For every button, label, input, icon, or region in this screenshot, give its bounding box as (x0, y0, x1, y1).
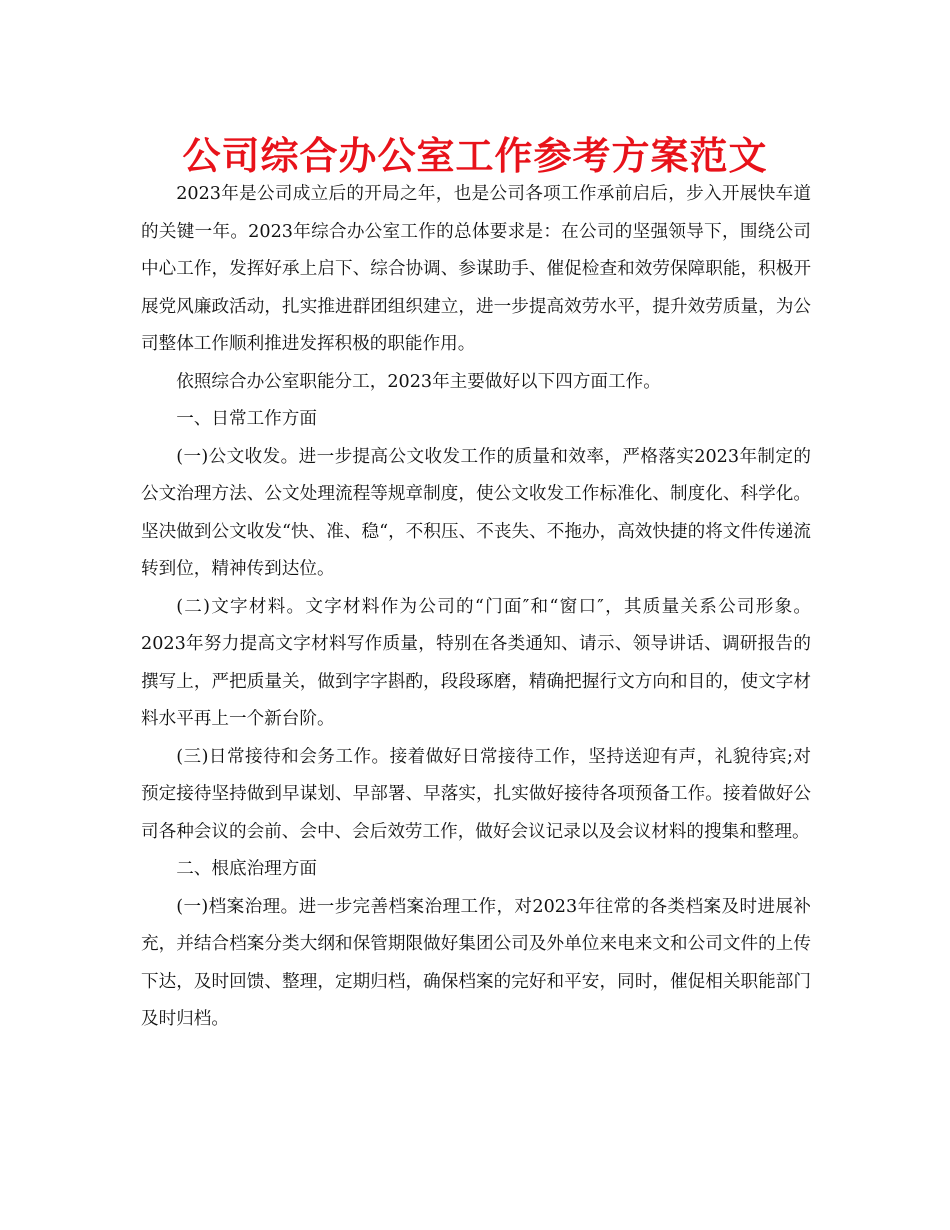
document-title: 公司综合办公室工作参考方案范文 (182, 134, 768, 178)
paragraph-document-handling: (一)公文收发。进一步提高公文收发工作的质量和效率，严格落实2023年制定的公文治理方法、公文处理流程等规章制度，使公文收发工作标准化、制度化、科学化。坚决做到公文收发“快、准、稳“，不积压、不丧失、不拖办，高效快捷的将文件传递流转到位，精神传到达位。 (141, 446, 811, 579)
paragraph-overview: 依照综合办公室职能分工，2023年主要做好以下四方面工作。 (176, 371, 661, 392)
document-body (141, 176, 811, 1039)
paragraph-intro: 2023年是公司成立后的开局之年，也是公司各项工作承前启后，步入开展快车道的关键一年。2023年综合办公室工作的总体要求是：在公司的坚强领导下，围绕公司中心工作，发挥好承上启下、综合协调、参谋助手、催促检查和效劳保障职能，积极开展党风廉政活动，扎实推进群团组织建立，进一步提高效劳水平，提升效劳质量，为公司整体工作顺利推进发挥积极的职能作用。 (141, 184, 811, 354)
section-heading-basic-management: 二、根底治理方面 (176, 859, 317, 879)
paragraph-archive-management: (一)档案治理。进一步完善档案治理工作，对2023年往常的各类档案及时进展补充，并结合档案分类大纲和保管期限做好集团公司及外单位来电来文和公司文件的上传下达，及时回馈、整理，定期归档，确保档案的完好和平安，同时，催促相关职能部门及时归档。 (141, 896, 811, 1029)
section-heading-daily-work: 一、日常工作方面 (176, 409, 317, 429)
paragraph-written-materials: (二)文字材料。文字材料作为公司的“门面″和“窗口″，其质量关系公司形象。2023年努力提高文字材料写作质量，特别在各类通知、请示、领导讲话、调研报告的撰写上，严把质量关，做到字字斟酌，段段琢磨，精确把握行文方向和目的，使文字材料水平再上一个新台阶。 (141, 596, 811, 729)
paragraph-reception-meetings: (三)日常接待和会务工作。接着做好日常接待工作，坚持送迎有声，礼貌待宾;对预定接待坚持做到早谋划、早部署、早落实，扎实做好接待各项预备工作。接着做好公司各种会议的会前、会中、会后效劳工作，做好会议记录以及会议材料的搜集和整理。 (141, 746, 811, 842)
